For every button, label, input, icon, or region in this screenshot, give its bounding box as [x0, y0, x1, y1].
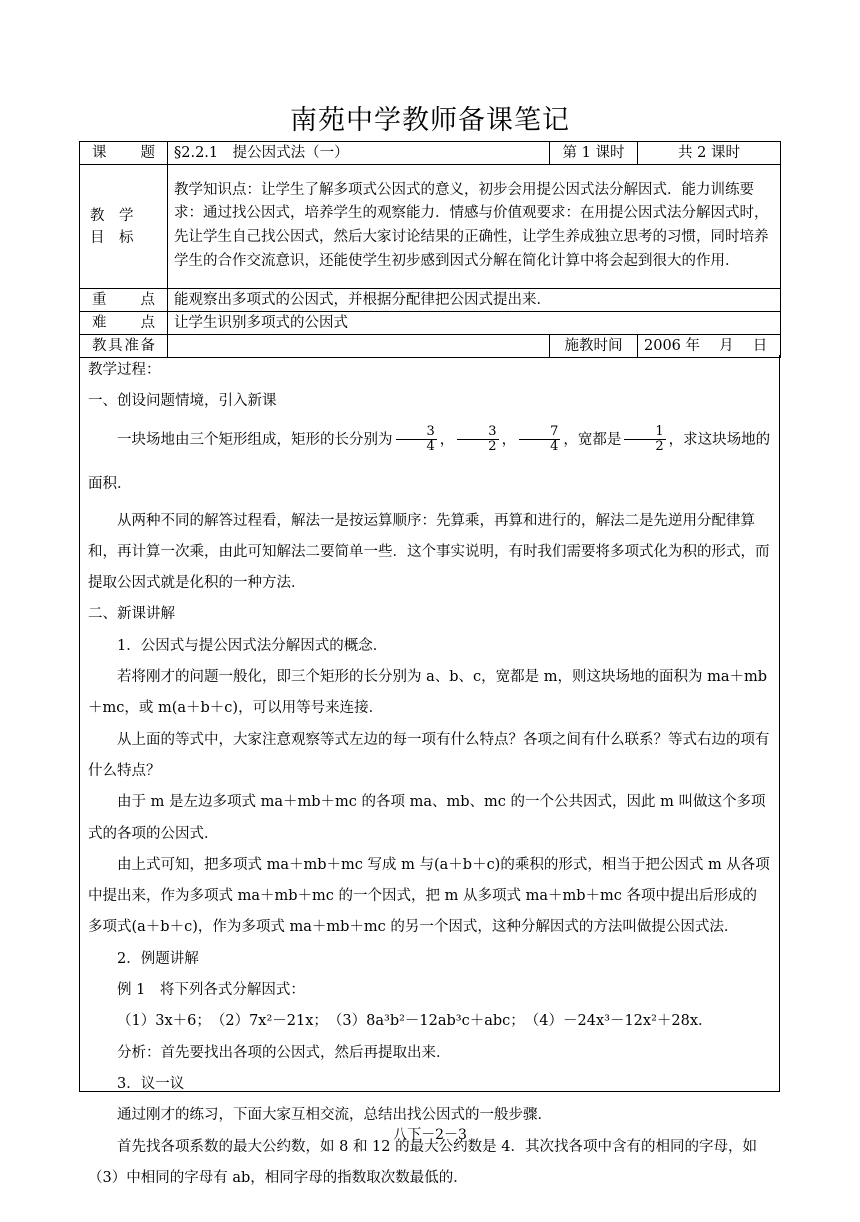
- paragraph: 从两种不同的解答过程看，解法一是按运算顺序：先算乘，再算和进行的，解法二是先逆用分配律算和，再计算一次乘，由此可知解法二要简单一些．这个事实说明，有时我们需要将多项式化为积的形式，而提取公因式就是化积的一种方法．: [88, 512, 770, 592]
- fraction: $\frac{3}{4}$: [396, 425, 437, 454]
- page-title: 南苑中学教师备课笔记: [290, 105, 570, 136]
- paragraph: 若将刚才的问题一般化，即三个矩形的长分别为 a、b、c，宽都是 m，则这块场地的面积为 ma＋mb＋mc，或 m(a＋b＋c)，可以用等号来连接．: [88, 669, 768, 717]
- topic-value: §2.2.1 提公因式法（一）: [168, 142, 550, 165]
- example-items: （1）3x＋6； （2）7x²－21x； （3）8a³b²－12ab³c＋abc； （4）－24x³－12x²＋28x．: [117, 1013, 713, 1030]
- goals-label: [80, 165, 168, 289]
- difficulty-label: 难 点: [80, 312, 168, 335]
- paragraph: 从上面的等式中，大家注意观察等式左边的每一项有什么特点？各项之间有什么联系？等式右边的项有什么特点？: [88, 731, 770, 779]
- goals-text: 教学知识点：让学生了解多项式公因式的意义，初步会用提公因式法分解因式．能力训练要求：通过找公因式，培养学生的观察能力．情感与价值观要求：在用提公因式法分解因式时，先让学生自己找公因式，然后大家讨论结果的正确性，让学生养成独立思考的习惯，同时培养学生的合作交流意识，还能使学生初步感到因式分解在简化计算中将会起到很大的作用．: [168, 165, 781, 289]
- section-1-title: 一、创设问题情境，引入新课: [88, 393, 277, 410]
- time-label: 施教时间: [550, 335, 638, 358]
- key-text: 能观察出多项式的公因式，并根据分配律把公因式提出来．: [168, 289, 781, 312]
- tools-label: 教具准备: [80, 335, 168, 358]
- lesson-total: 共 2 课时: [638, 142, 781, 165]
- goals-label-line2: 目 标: [90, 229, 134, 246]
- fraction: $\frac{3}{2}$: [457, 425, 498, 454]
- section-2-title: 二、新课讲解: [88, 606, 175, 623]
- time-value: 2006 年 月 日: [638, 335, 781, 358]
- lesson-info-table: [79, 141, 781, 358]
- fraction: $\frac{7}{4}$: [519, 425, 560, 454]
- paragraph: 由于 m 是左边多项式 ma＋mb＋mc 的各项 ma、mb、mc 的一个公共因式，因此 m 叫做这个多项式的各项的公因式．: [88, 794, 766, 842]
- example-title: 例 1 将下列各式分解因式：: [117, 982, 305, 999]
- subsection-title: 1．公因式与提公因式法分解因式的概念．: [117, 637, 388, 654]
- goals-label-line1: 教 学: [90, 207, 134, 224]
- process-heading: 教学过程：: [88, 362, 161, 378]
- paragraph-field-problem: 一块场地由三个矩形组成，矩形的长分别为 $\frac{3}{4}$ ， $\frac{3}{2}$ ， $\frac{7}{4}$ ，宽都是 $\frac{1}{2}$ ，求这块场地的面积．: [88, 424, 771, 492]
- paragraph: 首先找各项系数的最大公约数，如 8 和 12 的最大公约数是 4．其次找各项中含有的相同的字母，如（3）中相同的字母有 ab，相同字母的指数取次数最低的．: [88, 1138, 757, 1186]
- key-label: 重 点: [80, 289, 168, 312]
- lesson-number: 第 1 课时: [550, 142, 638, 165]
- fraction: $\frac{1}{2}$: [624, 425, 665, 454]
- subsection-title: 2．例题讲解: [117, 950, 199, 967]
- paragraph: 由上式可知，把多项式 ma＋mb＋mc 写成 m 与(a＋b＋c)的乘积的形式，相当于把公因式 m 从各项中提出来，作为多项式 ma＋mb＋mc 的一个因式，把 m 从多项式 ma＋mb＋mc 各项中提出后形成的多项式(a＋b＋c)，作为多项式 ma＋mb＋mc 的另一个因式，这种分解因式的方法叫做提公因式法．: [88, 856, 770, 936]
- difficulty-text: 让学生识别多项式的公因式: [168, 312, 781, 335]
- page-footer: 八下－2－3: [393, 1127, 467, 1143]
- analysis: 分析：首先要找出各项的公因式，然后再提取出来．: [117, 1044, 451, 1061]
- topic-label: 课 题: [80, 142, 168, 165]
- paragraph: 通过刚才的练习，下面大家互相交流，总结出找公因式的一般步骤．: [117, 1107, 552, 1124]
- subsection-title: 3．议一议: [117, 1075, 185, 1092]
